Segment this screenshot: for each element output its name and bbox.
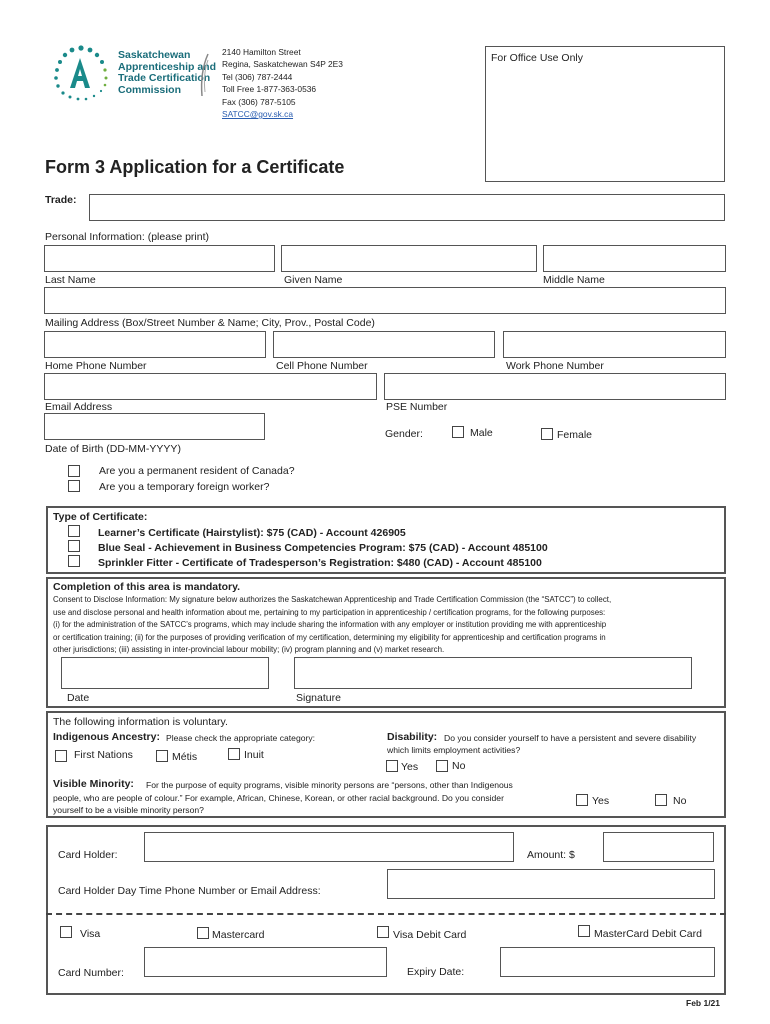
learner-certificate-checkbox[interactable] xyxy=(68,525,80,537)
visible-minority-line-3: yourself to be a visible minority person? xyxy=(53,805,204,815)
org-line-3: Trade Certification xyxy=(118,72,211,84)
indigenous-label: Indigenous Ancestry: xyxy=(53,731,160,743)
email-link[interactable]: SATCC@gov.sk.ca xyxy=(222,109,294,120)
female-label: Female xyxy=(557,429,593,441)
blue-seal-label: Blue Seal - Achievement in Business Competencies Program: $75 (CAD) - Account 485100 xyxy=(98,542,548,554)
dashed-divider xyxy=(46,913,726,915)
card-holder-label: Card Holder: xyxy=(58,849,118,861)
middle-name-label: Middle Name xyxy=(543,274,605,286)
mastercard-label: Mastercard xyxy=(212,929,265,941)
disability-no-checkbox[interactable] xyxy=(436,760,448,772)
address-line: 2140 Hamilton Street xyxy=(222,47,301,57)
home-phone-field[interactable] xyxy=(44,331,266,358)
visa-debit-label: Visa Debit Card xyxy=(393,929,467,941)
consent-line: or certification training; (ii) for the purposes of providing verification of my certification, determining my eligibility for apprenticeship and certification programs in xyxy=(53,632,606,642)
mailing-address-label: Mailing Address (Box/Street Number & Name; City, Prov., Postal Code) xyxy=(45,317,375,329)
given-name-label: Given Name xyxy=(284,274,343,286)
sprinkler-fitter-label: Sprinkler Fitter - Certificate of Tradesperson’s Registration: $480 (CAD) - Account 485100 xyxy=(98,557,542,569)
visible-minority-line-2: people, who are people of colour.” For example, African, Chinese, Korean, or other racial background. Do you consider xyxy=(53,793,504,803)
visible-minority-label: Visible Minority: xyxy=(53,778,134,790)
consent-date-field[interactable] xyxy=(61,657,269,689)
consent-text xyxy=(53,594,611,657)
visa-label: Visa xyxy=(80,928,101,940)
temp-worker-label: Are you a temporary foreign worker? xyxy=(99,481,270,493)
card-number-field[interactable] xyxy=(144,947,387,977)
consent-heading: Completion of this area is mandatory. xyxy=(53,581,241,593)
consent-date-label: Date xyxy=(67,692,90,704)
disability-question-2: which limits employment activities? xyxy=(387,745,521,755)
trade-label: Trade: xyxy=(45,194,77,206)
given-name-field[interactable] xyxy=(281,245,537,272)
temp-worker-checkbox[interactable] xyxy=(68,480,80,492)
work-phone-label: Work Phone Number xyxy=(506,360,604,372)
org-line-4: Commission xyxy=(118,83,182,96)
expiry-label: Expiry Date: xyxy=(407,966,465,978)
personal-info-heading: Personal Information: (please print) xyxy=(45,231,209,243)
home-phone-label: Home Phone Number xyxy=(45,360,147,372)
pse-number-field[interactable] xyxy=(384,373,726,400)
visa-checkbox[interactable] xyxy=(60,926,72,938)
office-use-box xyxy=(485,46,725,182)
footer-date: Feb 1/21 xyxy=(686,998,721,1008)
disability-no-label: No xyxy=(452,760,466,772)
signature-label: Signature xyxy=(296,692,341,704)
address-line: Regina, Saskatchewan S4P 2E3 xyxy=(222,59,343,70)
metis-label: Métis xyxy=(172,751,198,763)
trade-field[interactable] xyxy=(89,194,725,221)
consent-line: Consent to Disclose Information: My signature below authorizes the Saskatchewan Apprenticeship and Trade Certification Commission (the “SATCC”) to collect, xyxy=(53,595,612,604)
contact-block xyxy=(222,46,343,120)
org-line-2: Apprenticeship and xyxy=(118,60,217,73)
visa-debit-checkbox[interactable] xyxy=(377,926,389,938)
mastercard-debit-label: MasterCard Debit Card xyxy=(594,928,702,940)
email-field[interactable] xyxy=(44,373,377,400)
consent-line: use and disclose personal and health information about me, pertaining to my participation in apprenticeship / certification programs, for the following purposes: xyxy=(53,607,606,617)
visible-minority-line-1: For the purpose of equity programs, visible minority persons are “persons, other than Indigenous xyxy=(146,780,513,790)
vm-no-label: No xyxy=(673,795,687,807)
blue-seal-checkbox[interactable] xyxy=(68,540,80,552)
male-label: Male xyxy=(470,427,493,439)
org-line-1: Saskatchewan xyxy=(118,49,191,61)
voluntary-heading: The following information is voluntary. xyxy=(53,716,228,728)
disability-question-1: Do you consider yourself to have a persistent and severe disability xyxy=(444,733,697,743)
disability-yes-label: Yes xyxy=(401,761,419,773)
indigenous-note: Please check the appropriate category: xyxy=(166,733,316,743)
certificate-heading: Type of Certificate: xyxy=(53,511,148,523)
tel-line: Tel (306) 787-2444 xyxy=(222,71,293,82)
inuit-label: Inuit xyxy=(244,749,264,761)
inuit-checkbox[interactable] xyxy=(228,748,240,760)
vm-yes-label: Yes xyxy=(592,795,610,807)
office-use-label: For Office Use Only xyxy=(491,52,583,64)
cell-phone-field[interactable] xyxy=(273,331,495,358)
metis-checkbox[interactable] xyxy=(156,750,168,762)
email-label: Email Address xyxy=(45,401,113,413)
first-nations-checkbox[interactable] xyxy=(55,750,67,762)
sprinkler-fitter-checkbox[interactable] xyxy=(68,555,80,567)
card-number-label: Card Number: xyxy=(58,967,124,979)
gender-label: Gender: xyxy=(385,428,423,440)
signature-field[interactable] xyxy=(294,657,692,689)
last-name-field[interactable] xyxy=(44,245,275,272)
last-name-label: Last Name xyxy=(45,274,96,286)
work-phone-field[interactable] xyxy=(503,331,726,358)
fax-line: Fax (306) 787-5105 xyxy=(222,96,296,107)
permanent-resident-checkbox[interactable] xyxy=(68,465,80,477)
mastercard-debit-checkbox[interactable] xyxy=(578,925,590,937)
leaf-icon xyxy=(198,52,210,98)
form-title: Form 3 Application for a Certificate xyxy=(45,157,345,177)
disability-label: Disability: xyxy=(387,731,438,743)
amount-field[interactable] xyxy=(603,832,714,862)
dob-field[interactable] xyxy=(44,413,265,440)
dob-label: Date of Birth (DD-MM-YYYY) xyxy=(45,443,181,455)
expiry-field[interactable] xyxy=(500,947,715,977)
satcc-logo xyxy=(46,44,116,102)
consent-line: (i) for the administration of the SATCC’s programs, which may include sharing the information with any employer or institution providing me with apprenticeship xyxy=(53,620,607,629)
consent-line: other jurisdictions; (iii) assisting in inter-provincial labour mobility; (iv) program planning and (v) market research. xyxy=(53,645,445,654)
middle-name-field[interactable] xyxy=(543,245,726,272)
cell-phone-label: Cell Phone Number xyxy=(276,360,368,372)
mailing-address-field[interactable] xyxy=(44,287,726,314)
learner-certificate-label: Learner’s Certificate (Hairstylist): $75 (CAD) - Account 426905 xyxy=(98,527,406,539)
permanent-resident-label: Are you a permanent resident of Canada? xyxy=(99,465,295,477)
card-holder-field[interactable] xyxy=(144,832,514,862)
mastercard-checkbox[interactable] xyxy=(197,927,209,939)
first-nations-label: First Nations xyxy=(74,749,133,761)
vm-no-checkbox[interactable] xyxy=(655,794,667,806)
female-checkbox[interactable] xyxy=(541,428,553,440)
contact-label: Card Holder Day Time Phone Number or Email Address: xyxy=(58,885,321,897)
pse-label: PSE Number xyxy=(386,401,448,413)
disability-yes-checkbox[interactable] xyxy=(386,760,398,772)
vm-yes-checkbox[interactable] xyxy=(576,794,588,806)
tollfree-line: Toll Free 1-877-363-0536 xyxy=(222,84,317,95)
amount-label: Amount: $ xyxy=(527,849,575,861)
contact-field[interactable] xyxy=(387,869,715,899)
male-checkbox[interactable] xyxy=(452,426,464,438)
